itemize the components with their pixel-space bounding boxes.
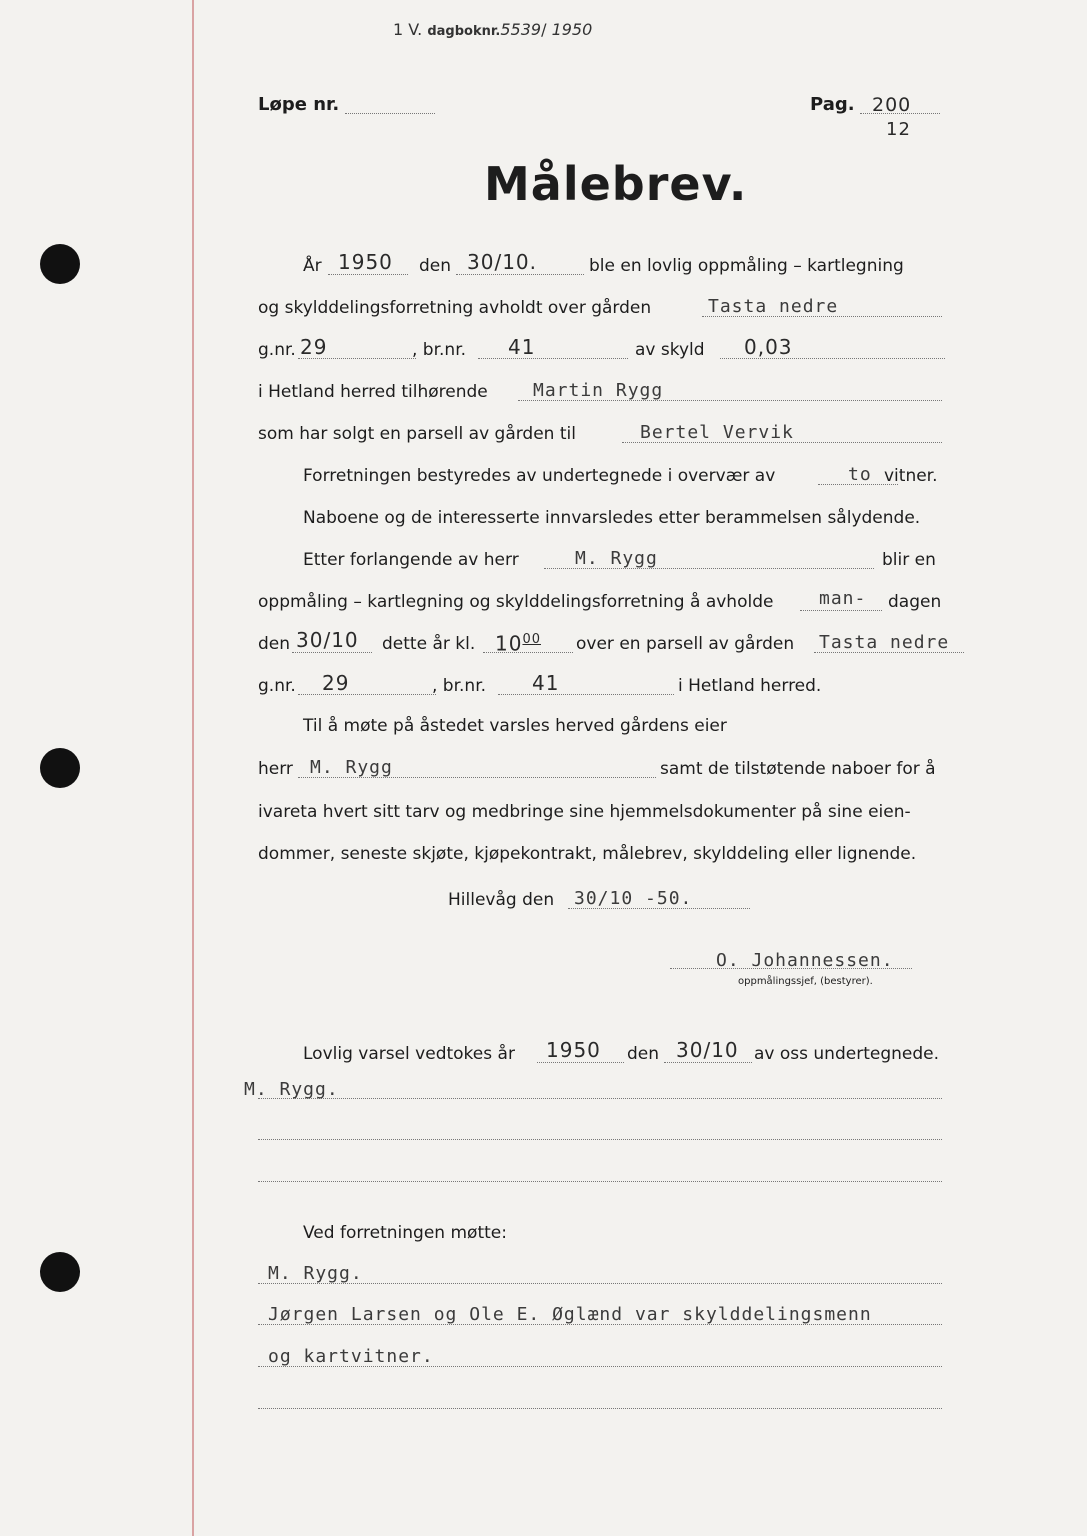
year-value: 1950	[338, 250, 393, 274]
signer-title: oppmålingssjef, (bestyrer).	[738, 976, 873, 987]
skyld-value: 0,03	[744, 335, 793, 359]
line4-text: i Hetland herred tilhørende	[258, 382, 488, 402]
notice-signer: M. Rygg.	[244, 1079, 339, 1100]
farm-value-2: Tasta nedre	[819, 632, 950, 653]
line12-text: Til å møte på åstedet varsles herved gårdens eier	[303, 716, 727, 736]
date-field	[456, 274, 584, 275]
den-label-2: den	[258, 634, 291, 654]
time-value	[495, 629, 541, 655]
notice-year-field	[537, 1062, 624, 1063]
stamp-year: 1950	[551, 20, 593, 39]
place-date-value: 30/10 -50.	[574, 888, 693, 909]
farm-value: Tasta nedre	[708, 296, 839, 317]
signer-name: O. Johannessen.	[716, 950, 894, 971]
notice-text: Lovlig varsel vedtokes år	[303, 1044, 515, 1064]
line13-text: samt de tilstøtende naboer for å	[660, 759, 936, 779]
pag-sub: 12	[886, 119, 911, 140]
punch-hole-middle	[40, 748, 80, 788]
attend-2: Jørgen Larsen og Ole E. Øglænd var skylddelingsmenn	[268, 1304, 872, 1325]
date-value: 30/10.	[467, 250, 537, 274]
line1-text: ble en lovlig oppmåling – kartlegning	[589, 256, 904, 276]
den-label: den	[419, 256, 452, 276]
pag-value: 200	[872, 94, 912, 116]
margin-rule	[192, 0, 194, 1536]
owner-value-2: M. Rygg	[310, 757, 393, 778]
time-minutes: 00	[522, 632, 541, 647]
page-title: Målebrev.	[484, 157, 748, 211]
line9-end: dagen	[888, 592, 942, 612]
brnr-label: , br.nr.	[412, 340, 467, 360]
attend-3: og kartvitner.	[268, 1346, 434, 1367]
line8-text: Etter forlangende av herr	[303, 550, 519, 570]
gnr-value-2: 29	[322, 671, 350, 695]
notice-end: av oss undertegnede.	[754, 1044, 939, 1064]
brnr-field	[478, 358, 628, 359]
line9-text: oppmåling – kartlegning og skylddelingsforretning å avholde	[258, 592, 774, 612]
line6-text: Forretningen bestyredes av undertegnede i overvær av	[303, 466, 776, 486]
pag-label: Pag.	[810, 94, 855, 115]
notice-sign-line-2	[258, 1139, 942, 1140]
requester-value: M. Rygg	[575, 548, 658, 569]
line10-text2: over en parsell av gården	[576, 634, 795, 654]
lope-nr-label: Løpe nr.	[258, 94, 340, 115]
notice-date-field	[664, 1062, 752, 1063]
place-label: Hillevåg den	[448, 890, 555, 910]
notice-sign-line-3	[258, 1181, 942, 1182]
gnr-label-2: g.nr.	[258, 676, 296, 696]
owner-value: Martin Rygg	[533, 380, 664, 401]
notice-year: 1950	[546, 1038, 601, 1062]
line10-text: dette år kl.	[382, 634, 476, 654]
weekday-value: man-	[819, 588, 867, 609]
line14-text: ivareta hvert sitt tarv og medbringe sine hjemmelsdokumenter på sine eien-	[258, 802, 911, 822]
brnr-value-2: 41	[532, 671, 560, 695]
line2-text: og skylddelingsforretning avholdt over gården	[258, 298, 652, 318]
gnr-value: 29	[300, 335, 328, 359]
year-label: År	[303, 256, 322, 276]
brnr-field-2	[498, 694, 674, 695]
line5-text: som har solgt en parsell av gården til	[258, 424, 576, 444]
attend-line-4	[258, 1408, 942, 1409]
punch-hole-top	[40, 244, 80, 284]
attend-1: M. Rygg.	[268, 1263, 363, 1284]
brnr-value: 41	[508, 335, 536, 359]
punch-hole-bottom	[40, 1252, 80, 1292]
buyer-value: Bertel Vervik	[640, 422, 794, 443]
year-field	[328, 274, 408, 275]
stamp-label: dagboknr.	[427, 24, 501, 39]
attend-label: Ved forretningen møtte:	[303, 1223, 507, 1243]
lope-nr-field	[345, 113, 435, 114]
stamp-prefix: 1 V.	[393, 20, 423, 39]
herr-label: herr	[258, 759, 293, 779]
weekday-field	[800, 610, 882, 611]
date-field-2	[292, 652, 372, 653]
line6-end: vitner.	[884, 466, 938, 486]
line8-end: blir en	[882, 550, 936, 570]
line11-end: i Hetland herred.	[678, 676, 822, 696]
stamp-number: 5539	[500, 20, 542, 39]
time-hour: 10	[495, 631, 523, 656]
notice-date: 30/10	[676, 1038, 739, 1062]
line7-text: Naboene og de interesserte innvarsledes etter berammelsen sålydende.	[303, 508, 921, 528]
brnr-label-2: , br.nr.	[432, 676, 487, 696]
line15-text: dommer, seneste skjøte, kjøpekontrakt, målebrev, skylddeling eller lignende.	[258, 844, 917, 864]
count-value: to	[848, 464, 872, 485]
notice-sign-line-1	[258, 1098, 942, 1099]
gnr-label: g.nr.	[258, 340, 296, 360]
date-value-2: 30/10	[296, 628, 359, 652]
notice-den: den	[627, 1044, 660, 1064]
gnr-field-2	[298, 694, 436, 695]
skyld-label: av skyld	[635, 340, 705, 360]
dagbok-stamp: 1 V. dagboknr.5539/ 1950	[393, 20, 593, 39]
